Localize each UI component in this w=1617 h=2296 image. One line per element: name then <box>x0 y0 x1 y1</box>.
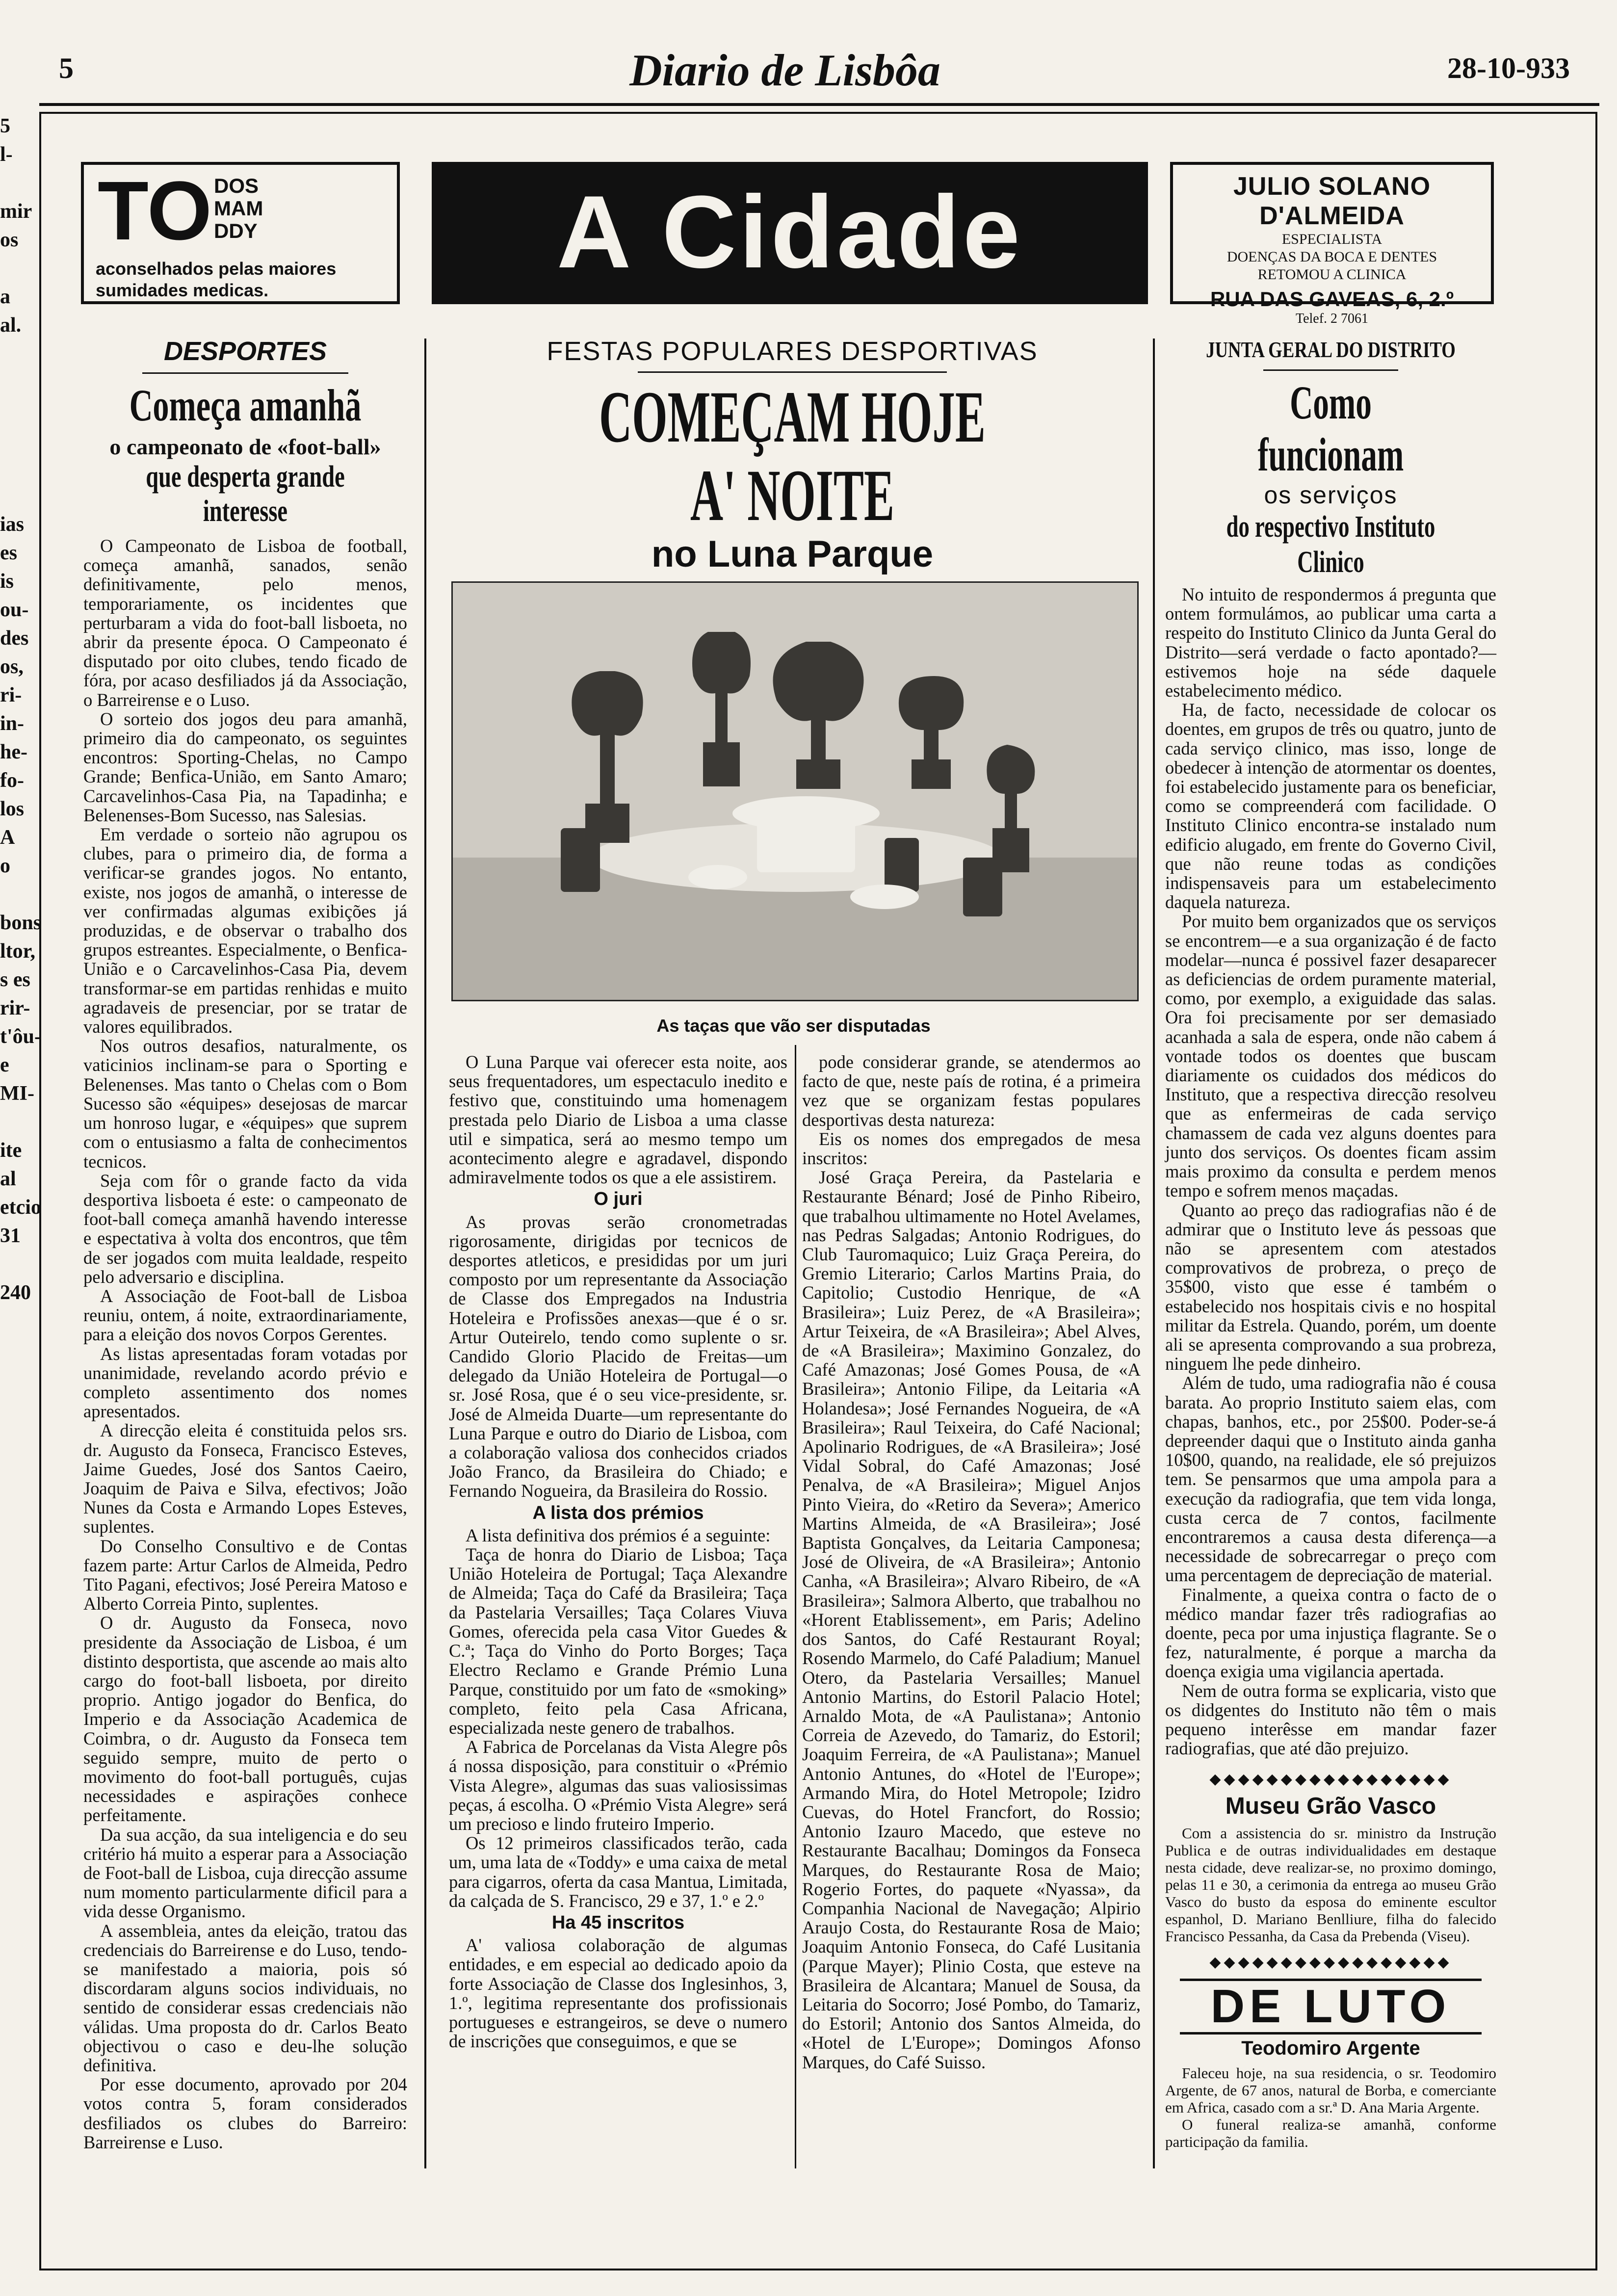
adjacent-page-fragments <box>0 112 42 2148</box>
edge-fragment: bons <box>0 912 42 934</box>
edge-fragment: al <box>0 1168 16 1190</box>
edge-fragment: o <box>0 855 10 877</box>
center-a-subhead: O juri <box>594 1189 643 1210</box>
luto-paragraph-2: O funeral realiza-se amanhã, conforme participação da familia. <box>1165 2116 1496 2151</box>
subheadline-1: o campeonato de «foot-ball» <box>109 434 381 459</box>
ad-to-small-1: DOS <box>214 174 259 197</box>
edge-fragment: des <box>0 627 29 650</box>
section-title: A Cidade <box>556 174 1023 289</box>
edge-fragment <box>0 368 33 396</box>
issue-date: 28-10-933 <box>1447 52 1570 84</box>
kicker: FESTAS POPULARES DESPORTIVAS <box>547 337 1038 366</box>
edge-fragment <box>0 1108 33 1136</box>
edge-fragment: l- <box>0 143 13 166</box>
ad-julio-street: RUA DAS GAVEAS, 6, 2.º <box>1210 287 1454 311</box>
trophies-photo <box>451 581 1139 1001</box>
museu-headline: Museu Grão Vasco <box>1225 1793 1436 1820</box>
divider <box>142 372 348 374</box>
museu-paragraph: Com a assistencia do sr. ministro da Instrução Publica e de outras individualidades em destaque nesta cidade, deve realizar-se, no proximo domingo, pelas 11 e 30, a cerimonia da entrega ao museu Grão Vasco do busto da esposa do eminente escultor espanhol, D. Mariano Benlliure, filha do falecido Francisco Pessanha, da Casa da Prebenda (Viseu). <box>1165 1825 1496 1945</box>
header-rule <box>39 103 1599 106</box>
masthead: Diario de Lisbôa <box>629 45 940 95</box>
luto-text <box>1165 2064 1496 2150</box>
edge-fragment: ltor, <box>0 940 35 963</box>
edge-fragment: rir- <box>0 997 30 1019</box>
edge-fragment <box>0 425 33 453</box>
right-paragraph: Além de tudo, uma radiografia não é cousa barata. Ao proprio Instituto saiem elas, com chapas, banhos, etc., por 25$00. Poder-se-á depreender daqui que o Instituto ainda ganha 10$00, quando, na realidade, ele só prejuizos tem. Se pensarmos que uma ampola para a execução da radiografia, que tem vida longa, custa cerca de 7 contos, facilmente encontraremos a causa desta diferença—a necessidade de sobrecarregar o preço com uma percentagem de depreciação de material. <box>1165 1373 1496 1586</box>
edge-fragment: 5 <box>0 115 10 137</box>
luto-headline: DE LUTO <box>1180 1979 1482 2035</box>
edge-fragment <box>0 254 33 283</box>
edge-fragment: ias <box>0 513 25 536</box>
center-a-paragraph: As provas serão cronometradas rigorosamente, dirigidas por tecnicos de desportes atleticos, e presididas por um juri composto por um representante da Associação de Classe dos Empregados na Industria Hoteleira e Profissões anexas—que é o sr. Artur Outeirelo, tendo como suplente o sr. Candido Glorio Placido de Freitas—um delegado da União Hoteleira de Portugal—o sr. José Rosa, que é o seu vice-presidente, sr. José de Almeida Duarte—um representante do Luna Parque e outro do Diario de Lisboa, com a colaboração valiosa dos conhecidos criados João Franco, da Brasileira do Chiado; e Fernando Nogueira, da Brasileira do Rossio. <box>449 1211 787 1501</box>
luto-name: Teodomiro Argente <box>1241 2037 1420 2060</box>
edge-fragment: e MI- <box>0 1054 34 1105</box>
section-title-box <box>432 162 1148 304</box>
edge-fragment: os, <box>0 655 24 678</box>
separator: ◆◆◆◆◆◆◆◆◆◆◆◆◆◆◆◆◆ <box>1209 1954 1452 1971</box>
center-b-paragraph: Eis os nomes dos empregados de mesa inscritos: <box>802 1128 1141 1169</box>
separator: ◆◆◆◆◆◆◆◆◆◆◆◆◆◆◆◆◆ <box>1209 1771 1452 1788</box>
ad-julio-line2: DOENÇAS DA BOCA E DENTES <box>1226 249 1437 265</box>
center-a-paragraph: A lista definitiva dos prémios é a seguinte: <box>466 1525 771 1545</box>
right-paragraph: No intuito de respondermos á pregunta que ontem formulámos, ao publicar uma carta a respeito do Instituto Clinico da Junta Geral do Distrito—será verdade o facto apontado?—estivemos hoje na séde daquele estabelecimento médico. <box>1165 584 1496 701</box>
center-a-paragraph: A Fabrica de Porcelanas da Vista Alegre pôs á nossa disposição, para constituir o «Prémio Vista Alegre», algumas das suas valiosissimas peças, á escolha. O «Prémio Vista Alegre» será um precioso e lindo fruteiro Imperio. <box>449 1737 787 1834</box>
edge-fragment: al. <box>0 314 22 337</box>
subheadline-1: os serviços <box>1264 481 1398 509</box>
ad-to-small-3: DDY <box>214 219 258 242</box>
left-paragraph: O Campeonato de Lisboa de football, começa amanhã, sanados, senão definitivamente, pelo menos, temporariamente, os incidentes que perturbaram a vida do foot-ball lisboeta, no abrir da presente época. O Campeonato é disputado por oito clubes, tendo ficado de fóra, por acaso desfiliados já da Associação, o Barreirense e o Luso. <box>83 536 407 710</box>
edge-fragment: t'ôu- <box>0 1025 41 1048</box>
article-body <box>83 536 407 2152</box>
left-paragraph: As listas apresentadas foram votadas por unanimidade, revelando acordo prévio e completo assentimento dos nomes apresentados. <box>83 1343 407 1422</box>
museu-text <box>1165 1825 1496 1945</box>
divider <box>638 371 947 373</box>
edge-fragment: los <box>0 798 25 820</box>
center-a-subhead: A lista dos prémios <box>532 1502 704 1523</box>
right-paragraph: Por muito bem organizados que os serviços se encontrem—e a sua organização é de facto modelar—nunca é possivel fazer desaparecer as deficiencias de ordem puramente material, como, por exemplo, a exiguidade das salas. Ora foi precisamente por ser demasiado acanhada a sala de espera, onde não cabem á vontade todos os doentes que buscam diariamente os cuidados dos médicos do Instituto, que a respectiva direcção resolveu que as enfermeiras de cada serviço chamassem de cada vez alguns doentes para junto dos serviços. Os doentes ficam assim mais proximo da consulta e perdem menos tempo e sofrem menos maçadas. <box>1165 911 1496 1201</box>
left-paragraph: A Associação de Foot-ball de Lisboa reuniu, ontem, á noite, extraordinariamente, para a eleição dos novos Corpos Gerentes. <box>83 1285 407 1345</box>
left-paragraph: Nos outros desafios, naturalmente, os vaticinios inclinam-se para o Sporting e Belenenses. Mas tanto o Chelas com o Bom Sucesso são «équipes» desejosas de marcar um honroso lugar, e «équipes» que suprem com o entusiasmo a falta de conhecimentos tecnicos. <box>83 1036 407 1172</box>
edge-fragment <box>0 1250 33 1278</box>
edge-fragment: ou- <box>0 599 29 621</box>
edge-fragment <box>0 482 33 510</box>
edge-fragment: 240 <box>0 1281 31 1304</box>
ad-to-small <box>214 175 263 242</box>
center-a-paragraph: Taça de honra do Diario de Lisboa; Taça União Hoteleira de Portugal; Taça Alexandre de Almeida; Taça do Café da Brasileira; Taça da Pastelaria Versailles; Taça Colares Viuva Gomes, oferecida pela casa Vitor Guedes & C.ª; Taça do Vinho do Porto Borges; Taça Electro Reclamo e Grande Prémio Luna Parque, constituido por um fato de «smoking» completo, feito pela Casa Africana, especializada neste genero de trabalhos. <box>449 1544 787 1738</box>
left-paragraph: O dr. Augusto da Fonseca, novo presidente da Associação de Lisboa, é um distinto desportista, que ascende ao mais alto cargo do foot-ball lisboeta, por direito proprio. Antigo jogador do Benfica, do Imperio e da Associação Academica de Coimbra, o dr. Augusto da Fonseca tem seguido sempre, muito de perto o movimento do foot-ball português, cujas necessidades e aspirações conhece perfeitamente. <box>83 1613 407 1826</box>
left-paragraph: Por esse documento, aprovado por 204 votos contra 5, foram considerados desfiliados os clubes do Barreiro: Barreirense e Luso. <box>83 2074 407 2152</box>
edge-fragment: fo- <box>0 769 24 792</box>
center-column-a <box>449 1052 787 2051</box>
ad-to-small-2: MAM <box>214 197 263 220</box>
edge-fragment: ite <box>0 1139 22 1162</box>
headline: Começa amanhã <box>129 380 362 430</box>
subheadline-2: do respectivo Instituto Clinico <box>1226 510 1435 579</box>
edge-fragment <box>0 880 33 909</box>
left-paragraph: Em verdade o sorteio não agrupou os clubes, para o primeiro dia, de forma a verificar-se grandes jogos. No entanto, existe, nos jogos de amanhã, o interesse de ver confirmadas algumas exibições já produzidas, e de observar o trabalho dos grupos estreantes. Especialmente, o Benfica-União e o Carcavelinhos-Casa Pia, devem transformar-se em partidas renhidas e muito agradaveis de presenciar, por se tratar de valores equilibrados. <box>83 824 407 1037</box>
right-article <box>1165 336 1496 2150</box>
headline: COMEÇAM HOJE A' NOITE <box>599 376 986 536</box>
left-paragraph: Do Conselho Consultivo e de Contas fazem parte: Artur Carlos de Almeida, Pedro Tito Pagani, efectivos; José Pereira Matoso e Alberto Correia Pinto, suplentes. <box>83 1536 407 1614</box>
edge-fragment: A <box>0 826 15 849</box>
right-paragraph: Ha, de facto, necessidade de colocar os doentes, em grupos de três ou quatro, junto de cada serviço clinico, mas isso, longe de obedecer à intenção de atormentar os doentes, foi estabelecido justamente para os beneficiar, como se compreenderá com facilidade. O Instituto Clinico encontra-se instalado num edificio alugado, em frente do Governo Civil, que não reune todas as condições indispensaveis para um estabelecimento daquela natureza. <box>1165 700 1496 913</box>
edge-fragment <box>0 339 33 368</box>
edge-fragment: is <box>0 570 14 593</box>
ad-to-big: TO <box>98 164 212 258</box>
edge-fragment: he- <box>0 741 27 763</box>
center-b-paragraph: José Graça Pereira, da Pastelaria e Restaurante Bénard; José de Pinho Ribeiro, que trabalhou ultimamente no Hotel Avelames, nas Pedras Salgadas; Antonio Rodrigues, do Club Tauromaquico; Luiz Graça Pereira, do Gremio Literario; Carlos Martins Praia, do Capitolio; Custodio Henrique, de «A Brasileira»; Luiz Perez, de «A Brasileira»; Artur Teixeira, de «A Brasileira»; Abel Alves, de «A Brasileira»; Maximino Gonzalez, do Café Amazonas; José Gomes Pousa, de «A Brasileira»; Antonio Filipe, da Leitaria «A Holandesa»; José Fernandes Nogueira, de «A Brasileira»; Raul Teixeira, do Café Nacional; Apolinario Rodrigues, de «A Brasileira»; José Vidal Sobral, do Café Amazonas; José Penalva, de «A Brasileira»; Miguel Anjos Pinto Vieira, do «Retiro da Severa»; Americo Martins Almeida, de «A Brasileira»; José Baptista Gonçalves, da Leitaria Camponesa; José de Oliveira, de «A Brasileira»; Antonio Canha, «A Brasileira»; Alvaro Ribeiro, de «A Brasileira»; Salmora Alberto, que trabalhou no «Horent Etablissement», em Paris; Adelino dos Santos, do Café Restaurant Royal; Rosendo Marmelo, do Café Paladium; Manuel Otero, da Pastelaria Versailles; Manuel Antonio Martins, do Estoril Palacio Hotel; Arnaldo Mota, de «A Paulistana»; Antonio Correia de Azevedo, do Tamariz, do Estoril; Joaquim Ferreira, de «A Paulistana»; Manuel Antonio Antunes, do «Hotel de l'Europe»; Armando Mira, do Hotel Metropole; Izidro Cuevas, do Hotel Francfort, do Rossio; Antonio Izauro Macedo, que esteve no Restaurante Bacalhau; Domingos da Fonseca Marques, do Restaurante Rosa de Maio; Rogerio Fortes, do paquete «Nyassa», da Companhia Nacional de Navegação; Alpirio Araujo Costa, do Restaurante Rosa de Maio; Joaquim Antonio Fonseca, do Café Lusitania (Parque Mayer); Plinio Costa, que esteve na Brasileira de Alcantara; Manuel de Sousa, da Leitaria do Socorro; José Pombo, do Tamariz, do Estoril; Antonio dos Santos Almeida, do «Hotel de L'Europe»; Domingos Afonso Marques, do Café Suisso. <box>802 1167 1141 2072</box>
subheadline-2: que desperta grande interesse <box>146 460 345 528</box>
ad-julio-phone: Telef. 2 7061 <box>1295 311 1369 326</box>
right-paragraph: Finalmente, a queixa contra o facto de o médico mandar fazer três radiografias ao doente, peca por uma injustiça flagrante. Se o fez, naturalmente, é porque a marcha da doença exigia uma vigilancia apertada. <box>1165 1584 1496 1682</box>
edge-fragment: a <box>0 286 10 308</box>
left-article <box>83 336 407 2152</box>
center-column-b <box>802 1052 1141 2072</box>
edge-fragment <box>0 169 33 197</box>
edge-fragment: ri- <box>0 684 22 706</box>
edge-fragment <box>0 453 33 482</box>
left-paragraph: A direcção eleita é constituida pelos srs. dr. Augusto da Fonseca, Francisco Esteves, Jaime Guedes, José dos Santos Caeiro, Joaquim de Paiva e Silva, efectivos; João Nunes da Costa e Armando Lopes Esteves, suplentes. <box>83 1420 407 1537</box>
article-body <box>1165 585 1496 1758</box>
luto-paragraph-1: Faleceu hoje, na sua residencia, o sr. Teodomiro Argente, de 67 anos, natural de Borba, e comerciante em Africa, casado com a sr.ª D. Ana Maria Argente. <box>1165 2064 1496 2116</box>
center-a-paragraph: A' valiosa colaboração de algumas entidades, e em especial ao dedicado apoio da forte Associação de Classe dos Inglesinhos, 3, 1.º, legitima representante dos profissionais portugueses e estrangeiros, se deve o numero de inscrições que conseguimos, e que se <box>449 1935 787 2052</box>
left-paragraph: O sorteio dos jogos deu para amanhã, primeiro dia do campeonato, os seguintes encontros: Sporting-Chelas, no Campo Grande; Benfica-União, em Santo Amaro; Carcavelinhos-Casa Pia, na Tapadinha; e Belenenses-Bom Sucesso, nas Salesias. <box>83 708 407 825</box>
center-b-paragraph: pode considerar grande, se atendermos ao facto de que, neste país de rotina, é a primeira vez que se organizam festas populares desportivas desta natureza: <box>802 1052 1141 1130</box>
center-a-paragraph: O Luna Parque vai oferecer esta noite, aos seus frequentadores, um espectaculo inedito e festivo que, constituindo uma homenagem prestada pelo Diario de Lisboa a uma classe util e simpatica, será ao mesmo tempo um acontecimento alegre e agradavel, dispondo admiravelmente todos os que a ele assistirem. <box>449 1052 787 1188</box>
page-number: 5 <box>59 52 74 84</box>
column-rule-1 <box>424 339 426 2168</box>
left-paragraph: A assembleia, antes da eleição, tratou das credenciais do Barreirense e do Luso, tendo-se manifestado a maioria, pois só discordaram alguns socios individuais, no sentido de considerar essas credenciais não válidas. Uma proposta do dr. Carlos Beato objectivou o caso e deu-lhe solução definitiva. <box>83 1920 407 2076</box>
subheadline-1: no Luna Parque <box>651 533 934 575</box>
ad-to <box>81 162 400 304</box>
ad-to-desc: aconselhados pelas maiores sumidades medicas. <box>96 259 337 300</box>
ad-julio-name: JULIO SOLANO D'ALMEIDA <box>1233 172 1431 230</box>
edge-fragment: etcio <box>0 1196 41 1219</box>
column-rule-center <box>795 1045 796 2168</box>
trophies-illustration <box>453 583 1137 1000</box>
edge-fragment: s es <box>0 968 30 991</box>
photo-caption: As taças que vão ser disputadas <box>656 1016 931 1036</box>
edge-fragment: es <box>0 542 17 564</box>
left-paragraph: Seja com fôr o grande facto da vida desportiva lisboeta é este: o campeonato de foot-ball começa amanhã havendo interesse e espectativa à volta dos encontros, que têm de ser jogados com muita lealdade, respeito pelo adversario e disciplina. <box>83 1170 407 1287</box>
center-a-subhead: Ha 45 inscritos <box>551 1912 685 1933</box>
ad-julio <box>1170 162 1494 326</box>
edge-fragment: 31 <box>0 1225 21 1247</box>
center-a-paragraph: Os 12 primeiros classificados terão, cada um, uma lata de «Toddy» e uma caixa de metal para cigarros, oferta da casa Mantua, Limitada, da calçada de S. Francisco, 29 e 37, 1.º e 2.º <box>449 1833 787 1911</box>
divider <box>1263 369 1398 371</box>
left-paragraph: Da sua acção, da sua inteligencia e do seu critério há muito a esperar para a Associação de Foot-ball de Lisboa, cuja direcção assume num momento particularmente dificil para a vida desse Organismo. <box>83 1824 407 1922</box>
edge-fragment: mir <box>0 200 32 223</box>
ad-julio-line3: RETOMOU A CLINICA <box>1257 266 1407 283</box>
ad-julio-line1: ESPECIALISTA <box>1281 231 1382 247</box>
section-label: DESPORTES <box>163 337 327 366</box>
edge-fragment: os <box>0 229 19 251</box>
column-rule-2 <box>1153 339 1155 2168</box>
right-paragraph: Nem de outra forma se explicaria, visto que os didgentes do Instituto não têm o mais pequeno interêsse em mandar fazer radiografias, que até dão prejuizo. <box>1165 1680 1496 1759</box>
right-paragraph: Quanto ao preço das radiografias não é de admirar que o Instituto leve ás pessoas que não se apresentem com atestados comprovativos de probreza, o preço de 35$00, visto que esse é também o estabelecido nos hospitais civis e no hospital militar da Estrela. Quando, porém, um doente ali se apresenta comprovando a sua probreza, ninguem lhe pede dinheiro. <box>1165 1200 1496 1374</box>
edge-fragment <box>0 396 33 425</box>
center-article-head <box>442 336 1143 616</box>
edge-fragment: in- <box>0 712 25 735</box>
section-label: JUNTA GERAL DO DISTRITO <box>1206 337 1456 362</box>
headline: Como funcionam <box>1257 376 1404 481</box>
